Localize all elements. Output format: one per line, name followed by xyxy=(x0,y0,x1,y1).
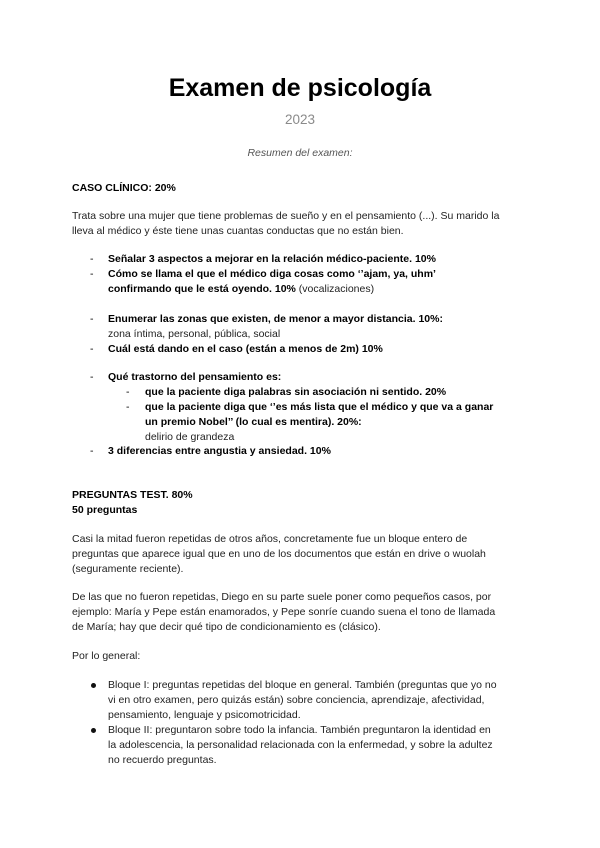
case-item-1: Señalar 3 aspectos a mejorar en la relación médico-paciente. 10% xyxy=(108,253,436,265)
list-dash: - xyxy=(90,313,94,325)
case-subitem-2-line-1: que la paciente diga que ‘’es más lista que el médico y que va a ganar xyxy=(145,401,494,413)
test-bullet-1-line-1: Bloque I: preguntas repetidas del bloque en general. También (preguntas que yo no xyxy=(108,679,497,691)
case-intro-line-2: lleva al médico y éste tiene unas cuantas conductas que no están bien. xyxy=(72,225,404,237)
test-heading: PREGUNTAS TEST. 80% xyxy=(72,489,193,501)
test-paragraph-2-line-3: de María; hay que decir qué tipo de condicionamiento es (clásico). xyxy=(72,621,381,633)
case-intro-line-1: Trata sobre una mujer que tiene problemas de sueño y en el pensamiento (...). Su marido la xyxy=(72,210,500,222)
case-item-6: 3 diferencias entre angustia y ansiedad. 10% xyxy=(108,445,331,457)
test-paragraph-2-line-2: ejemplo: María y Pepe están enamorados, y Pepe sonríe cuando suena el tono de llamada xyxy=(72,606,496,618)
test-bullet-2-line-1: Bloque II: preguntaron sobre todo la infancia. También preguntaron la identidad en xyxy=(108,724,491,736)
sublist-dash: - xyxy=(126,386,130,398)
case-item-2-line-2 xyxy=(108,281,374,297)
case-item-3-note: zona íntima, personal, pública, social xyxy=(108,328,281,340)
list-dash: - xyxy=(90,343,94,355)
list-dash: - xyxy=(90,371,94,383)
list-dash: - xyxy=(90,253,94,265)
test-bullet-1-line-2: vi en otro examen, pero quizás están) sobre conciencia, aprendizaje, afectividad, xyxy=(108,694,485,706)
bullet-icon xyxy=(91,728,96,733)
list-dash: - xyxy=(90,268,94,280)
bullet-icon xyxy=(91,683,96,688)
test-subheading: 50 preguntas xyxy=(72,504,138,516)
sublist-dash: - xyxy=(126,401,130,413)
case-subitem-2-note: delirio de grandeza xyxy=(145,431,235,443)
test-paragraph-1-line-2: preguntas que aparece igual que en uno de los documentos que están en drive o wuolah xyxy=(72,548,486,560)
test-bullet-2-line-3: no recuerdo preguntas. xyxy=(108,754,217,766)
document-title: Examen de psicología xyxy=(168,74,432,102)
case-item-5: Qué trastorno del pensamiento es: xyxy=(108,371,282,383)
document-year: 2023 xyxy=(284,112,316,127)
test-bullet-2-line-2: la adolescencia, la personalidad relacionada con la enfermedad, y sobre la adultez xyxy=(108,739,493,751)
list-dash: - xyxy=(90,445,94,457)
case-subitem-2-line-2: un premio Nobel’’ (lo cual es mentira). 20%: xyxy=(145,416,362,428)
test-paragraph-1-line-1: Casi la mitad fueron repetidas de otros años, concretamente fue un bloque entero de xyxy=(72,533,468,545)
case-item-2-line-1: Cómo se llama el que el médico diga cosas como ‘’ajam, ya, uhm’ xyxy=(108,268,436,280)
case-subitem-1: que la paciente diga palabras sin asociación ni sentido. 20% xyxy=(145,386,447,398)
test-paragraph-3: Por lo general: xyxy=(72,650,141,662)
case-item-2-text: confirmando que le está oyendo. 10% xyxy=(108,283,296,295)
case-item-4: Cuál está dando en el caso (están a menos de 2m) 10% xyxy=(108,343,383,355)
case-heading: CASO CLÍNICO: 20% xyxy=(72,182,176,194)
case-item-2-note: (vocalizaciones) xyxy=(295,283,375,295)
test-paragraph-1-line-3: (seguramente reciente). xyxy=(72,563,184,575)
test-bullet-1-line-3: pensamiento, lenguaje y psicomotricidad. xyxy=(108,709,301,721)
case-item-3: Enumerar las zonas que existen, de menor a mayor distancia. 10%: xyxy=(108,313,443,325)
summary-label: Resumen del examen: xyxy=(247,147,353,159)
test-paragraph-2-line-1: De las que no fueron repetidas, Diego en su parte suele poner como pequeños casos, por xyxy=(72,591,492,603)
